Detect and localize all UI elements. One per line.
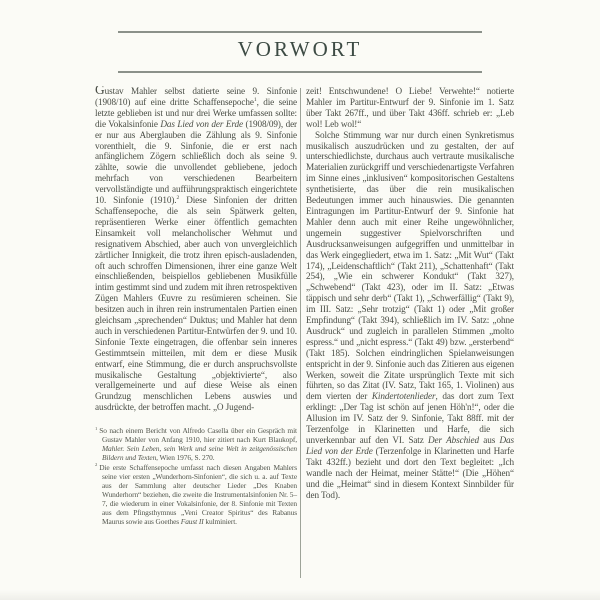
- footnote-1: [95, 426, 297, 462]
- text-segment: (Terzenfolge in Klarinetten und Harfe Takt 432ff.) bezieht und dort den Text begleitet: „Ich wandle nach der Heimat, meiner Stätte!“ (Die „Höhen“ und die „Heimat“ sind in diesem Kontext Sinnbilder für den Tod).: [306, 445, 514, 500]
- italic-text-segment: Mahler. Sein Leben, sein Werk und seine Welt in zeitgenössischen Bildern und Texten: [102, 444, 297, 463]
- text-segment: Diese Sinfonien der dritten Schaffensepoche, die als sein Spätwerk gelten, repräsentieren Werke einer öffentlich gemachten Einsamkeit voll melancholischer Wehmut und resignativem Abschied, aber auch von unvergleichlich zärtlicher Innigkeit, die trotz ihren episch-ausladenden, oft auch schroffen Dimensionen, ihrer eine ganze Welt einschließenden, beispiellos gebliebenen Musikfülle intim gestimmt sind und zudem mit ihren retrospektiven Zügen Mahlers Œuvre zu resümieren scheinen. Sie besitzen auch in ihren rein instrumentalen Partien einen gleichsam „sprechenden“ Duktus; und Mahler hat denn auch in verschiedenen Partitur-Entwürfen der 9. und 10. Sinfonie Texte eingetragen, die offenbar sein inneres Gestimmtsein mitteilen, mit dem er diese Musik entwarf, eine Stimmung, die er durch anspruchsvollste musikalische Gestaltung „objektivierte“, also verallgemeinerte und auf diese Weise als einen Grundzug menschlichen Lebens auswies und ausdrückte, der betroffen macht. „O Jugend-: [95, 195, 297, 413]
- footnote-reference-marker: 1: [253, 96, 257, 103]
- footnote-2-text: [99, 463, 297, 527]
- footnote-1-text: [99, 426, 297, 462]
- italic-text-segment: Das Lied von der Erde: [306, 435, 515, 456]
- left-column: [95, 86, 297, 588]
- text-segment: So nach einem Bericht von Alfredo Casella über ein Gespräch mit Gustav Mahler von Anfang 1910, hier zitiert nach Kurt Blaukopf,: [99, 426, 297, 445]
- italic-text-segment: Kindertotenlieder: [371, 391, 436, 402]
- header-rule-bottom: [118, 71, 482, 73]
- drop-initial: G: [95, 86, 105, 97]
- text-segment: Die erste Schaffensepoche umfasst nach diesen Angaben Mahlers seine vier ersten „Wunderhorn-Sinfonien“, die sich u. a. auf Texte aus der Sammlung alter deutscher Lieder „Des Knaben Wunderhorn“ beziehen, die zweite die Instrumentalsinfonien Nr. 5–7, die wiederum in einer Vokalsinfonie, der 8. Sinfonie mit Texten aus dem Pfingsthymnus „Veni Creator Spiritus“ des Rabanus Maurus sowie aus Goethes: [99, 462, 297, 527]
- footnotes-block: [95, 426, 297, 526]
- text-segment: , Wien 1976, S. 270.: [156, 453, 215, 463]
- footnote-2-marker: 2: [95, 462, 98, 468]
- italic-text-segment: Der Abschied: [428, 435, 479, 445]
- text-segment: , das dort zum Text erklingt: „Der Tag ist schön auf jenen Höh'n!“, oder die Allusion im IV. Satz der 9. Sinfonie, Takt 88ff. mit der Terzenfolge in Klarinetten und Harfe, die sich unverkennbar auf den VI. Satz: [306, 391, 514, 445]
- footnote-reference-marker: 2: [176, 195, 180, 201]
- page-title: VORWORT: [237, 37, 363, 61]
- right-column: [306, 86, 514, 588]
- italic-text-segment: Das Lied von der Erde: [160, 118, 243, 129]
- text-segment: ustav Mahler selbst datierte seine 9. Sinfonie (1908/10) auf eine dritte Schaffensepoche: [95, 86, 297, 107]
- text-segment: (1908/09), der er nur aus Aberglauben die Zählung als 9. Sinfonie vorenthielt, die 9. Sinfonie, die er erst nach anfänglichem Zögern schließlich doch als seine 9. zählte, sowie die unvollendet gebliebene, jedoch mehrfach von verschiedenen Bearbeitern vervollständigte und aufführungspraktisch eingerichtete 10. Sinfonie (1910).: [95, 118, 298, 206]
- text-segment: , die seine letzte geblieben ist und nur drei Werke umfassen sollte: die Vokalsinfonie: [95, 96, 297, 129]
- text-segment: kulminiert.: [203, 517, 237, 527]
- right-column-paragraph-1: [306, 86, 514, 130]
- column-divider: [300, 88, 301, 578]
- text-segment: aus: [479, 435, 500, 445]
- footnote-1-marker: 1: [95, 425, 98, 431]
- text-segment: Solche Stimmung war nur durch einen Synkretismus musikalisch auszudrücken und zu gestalten, der auf unterschiedlichste, durchaus auch vertraute musikalische Materialien zurückgriff und verschiedenartigste Verfahren im Sinne eines „inklusiven“ kompositorischen Gestaltens synthetisierte, das über die rein musikalischen Bedeutungen immer auch hinauswies. Die genannten Eintragungen im Partitur-Entwurf der 9. Sinfonie hat Mahler denn auch mit einer Reihe ungewöhnlicher, ungemein suggestiver Spielvorschriften und Ausdrucksanweisungen aufgegriffen und unmittelbar in das Werk eingegliedert, etwa im 1. Satz: „Mit Wut“ (Takt 174), „Leidenschaftlich“ (Takt 211), „Schattenhaft“ (Takt 254), „Wie ein schwerer Kondukt“ (Takt 327), „Schwebend“ (Takt 423), oder im II. Satz: „Etwas täppisch und sehr derb“ (Takt 1), „Schwerfällig“ (Takt 9), im III. Satz: „Sehr trotzig“ (Takt 1) oder „Mit großer Empfindung“ (Takt 394), schließlich im IV. Satz: „ohne Ausdruck“ und zugleich in parallelen Stimmen „molto espress.“ und „nicht espress.“ (Takt 49) bzw. „ersterbend“ (Takt 185). Solchen eindringlichen Spielanweisungen entspricht in der 9. Sinfonie auch das Zitieren aus eigenen Werken, soweit die Zitate ursprünglich Texte mit sich führten, so das Zitat (IV. Satz, Takt 165, 1. Violinen) aus dem vierten der: [306, 129, 514, 402]
- header-rule-top: [118, 31, 482, 33]
- footnote-2: [95, 463, 297, 527]
- italic-text-segment: Faust II: [180, 517, 204, 527]
- text-columns: [95, 86, 515, 588]
- text-segment: zeit! Entschwundene! O Liebe! Verwehte!“ notierte Mahler im Partitur-Entwurf der 9. Sinfonie im 1. Satz über Takt 267ff., und über Takt 436ff. schrieb er: „Leb wol! Leb wol!“: [306, 86, 514, 129]
- right-column-paragraph-2: [306, 130, 514, 501]
- left-column-body-paragraph: [95, 86, 297, 413]
